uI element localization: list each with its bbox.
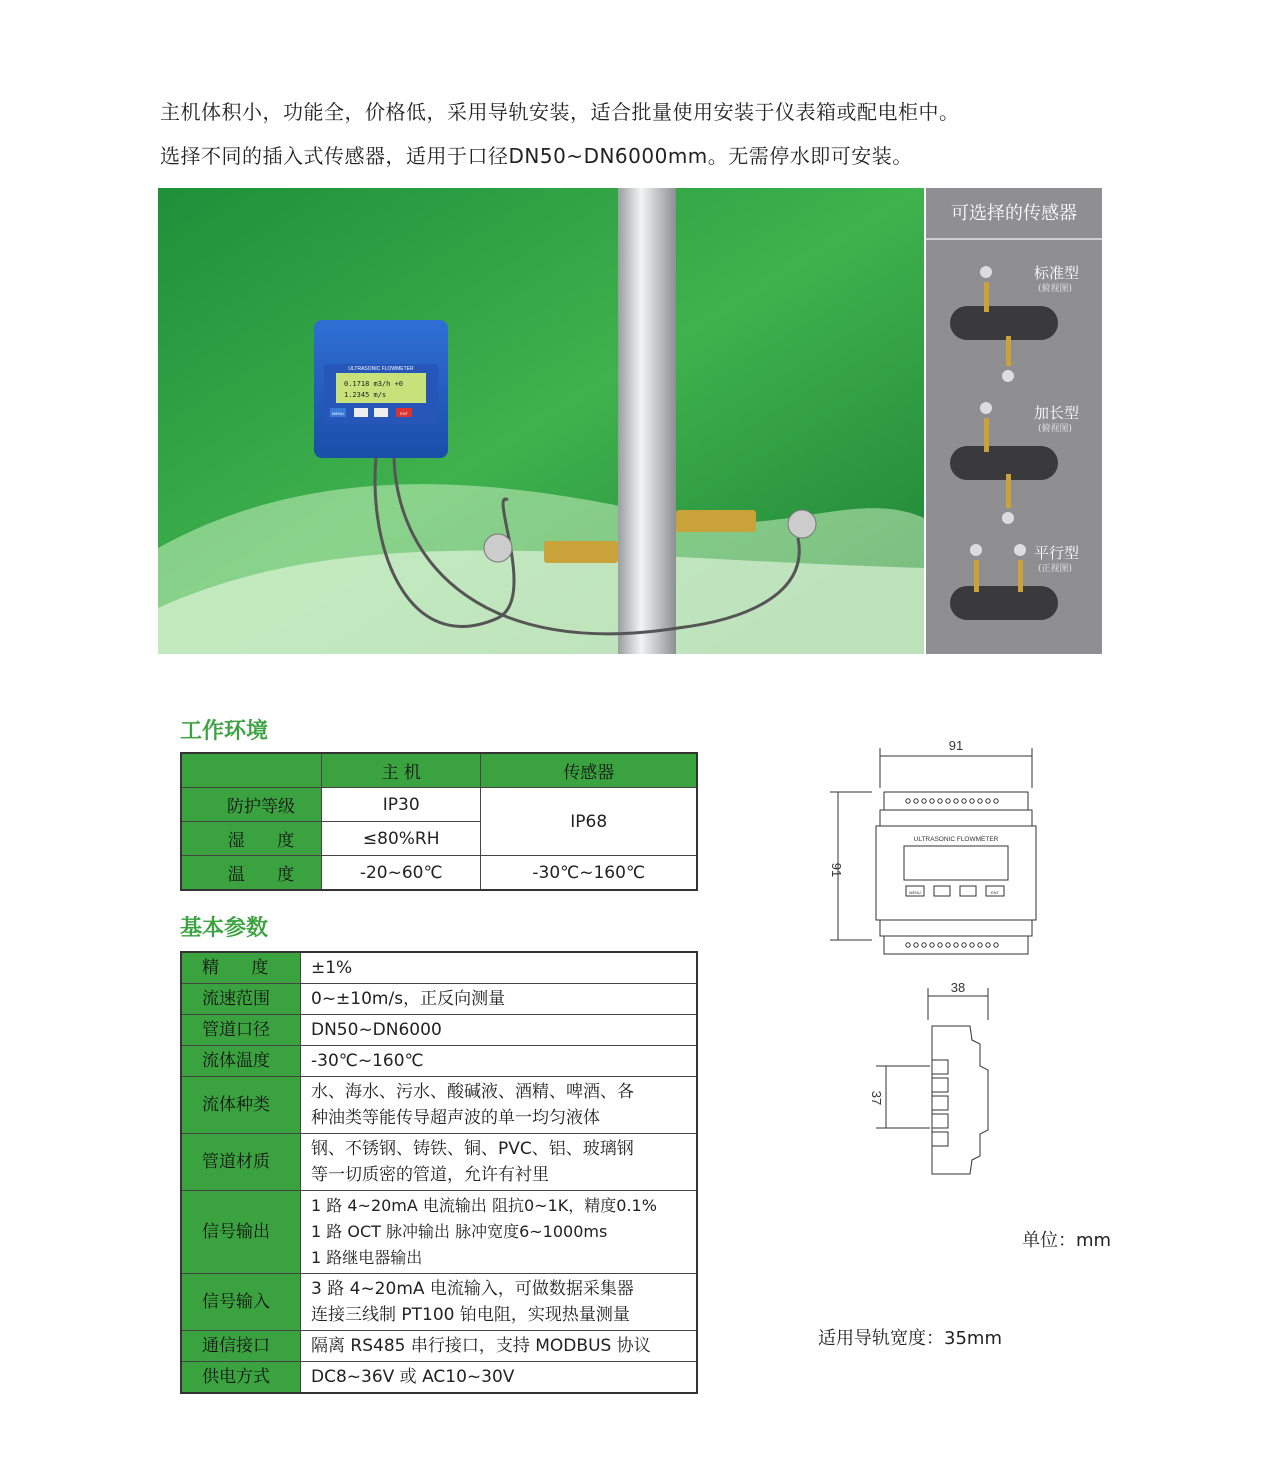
dimension-drawing <box>820 730 1100 1210</box>
table-row: 流体种类 水、海水、污水、酸碱液、酒精、啤酒、各 种油类等能传导超声波的单一均匀液体 <box>181 1077 697 1134</box>
device-brand: ULTRASONIC FLOWMETER <box>348 366 414 372</box>
env-host-value: ≤80%RH <box>322 822 481 856</box>
basic-table <box>180 951 698 1394</box>
env-row-label: 湿 度 <box>181 822 322 856</box>
table-row: 流速范围 0~±10m/s，正反向测量 <box>181 984 697 1015</box>
front-height-dim: 91 <box>829 862 844 878</box>
env-table <box>180 752 698 891</box>
sensor-parallel-sub: (正视图) <box>1038 564 1073 574</box>
installation-illustration <box>158 188 924 654</box>
sensor-extended-sub: (俯视图) <box>1038 424 1073 434</box>
env-host-value: IP30 <box>322 788 481 822</box>
sensor-parallel-label: 平行型 <box>1034 544 1080 562</box>
table-row: 管道口径 DN50~DN6000 <box>181 1015 697 1046</box>
side-width-dim: 38 <box>950 980 966 995</box>
intro-line-2: 选择不同的插入式传感器，适用于口径DN50~DN6000mm。无需停水即可安装。 <box>160 144 913 168</box>
front-width-dim: 91 <box>948 738 964 753</box>
side-rail-dim: 37 <box>869 1090 884 1106</box>
env-section-title: 工作环境 <box>180 719 269 744</box>
svg-text:ENT: ENT <box>991 890 999 895</box>
svg-text:MENU: MENU <box>332 411 344 416</box>
lcd-line-1: 0.1718 m3/h +0 <box>344 380 404 388</box>
env-host-value: -20~60℃ <box>322 856 481 891</box>
table-row: 信号输入 3 路 4~20mA 电流输入，可做数据采集器 连接三线制 PT100 铂电阻，实现热量测量 <box>181 1274 697 1331</box>
table-row: 信号输出 1 路 4~20mA 电流输出 阻抗0~1K，精度0.1% 1 路 OCT 脉冲输出 脉冲宽度6~1000ms 1 路继电器输出 <box>181 1191 697 1274</box>
front-dots <box>906 799 998 947</box>
intro-line-1: 主机体积小，功能全，价格低，采用导轨安装，适合批量使用安装于仪表箱或配电柜中。 <box>160 100 960 124</box>
env-sensor-ip: IP68 <box>481 788 697 856</box>
sensor-illustrations <box>926 238 1102 654</box>
front-brand: ULTRASONIC FLOWMETER <box>913 836 999 843</box>
sensor-standard-label: 标准型 <box>1034 264 1080 282</box>
sensor-extended-label: 加长型 <box>1034 404 1080 422</box>
svg-text:ENT: ENT <box>400 411 408 416</box>
unit-note: 单位：mm <box>1022 1230 1112 1251</box>
col-host: 主 机 <box>322 753 481 788</box>
env-row-label: 温 度 <box>181 856 322 891</box>
lcd-line-2: 1.2345 m/s <box>344 391 387 399</box>
rail-note: 适用导轨宽度：35mm <box>818 1328 1002 1349</box>
product-photo <box>158 188 1102 654</box>
sensor-panel-title: 可选择的传感器 <box>926 188 1102 240</box>
table-row: 通信接口 隔离 RS485 串行接口，支持 MODBUS 协议 <box>181 1331 697 1362</box>
basic-section-title: 基本参数 <box>180 916 269 941</box>
env-row-label: 防护等级 <box>181 788 322 822</box>
svg-text:MENU: MENU <box>909 890 921 895</box>
sensor-standard-sub: (俯视图) <box>1038 284 1073 294</box>
env-sensor-value: -30℃~160℃ <box>481 856 697 891</box>
table-row: 管道材质 钢、不锈钢、铸铁、铜、PVC、铝、玻璃钢 等一切质密的管道，允许有衬里 <box>181 1134 697 1191</box>
table-row: 精 度 ±1% <box>181 952 697 984</box>
table-row: 流体温度 -30℃~160℃ <box>181 1046 697 1077</box>
col-sensor: 传感器 <box>481 753 697 788</box>
table-row: 供电方式 DC8~36V 或 AC10~30V <box>181 1362 697 1394</box>
sensor-options-panel <box>926 188 1102 654</box>
